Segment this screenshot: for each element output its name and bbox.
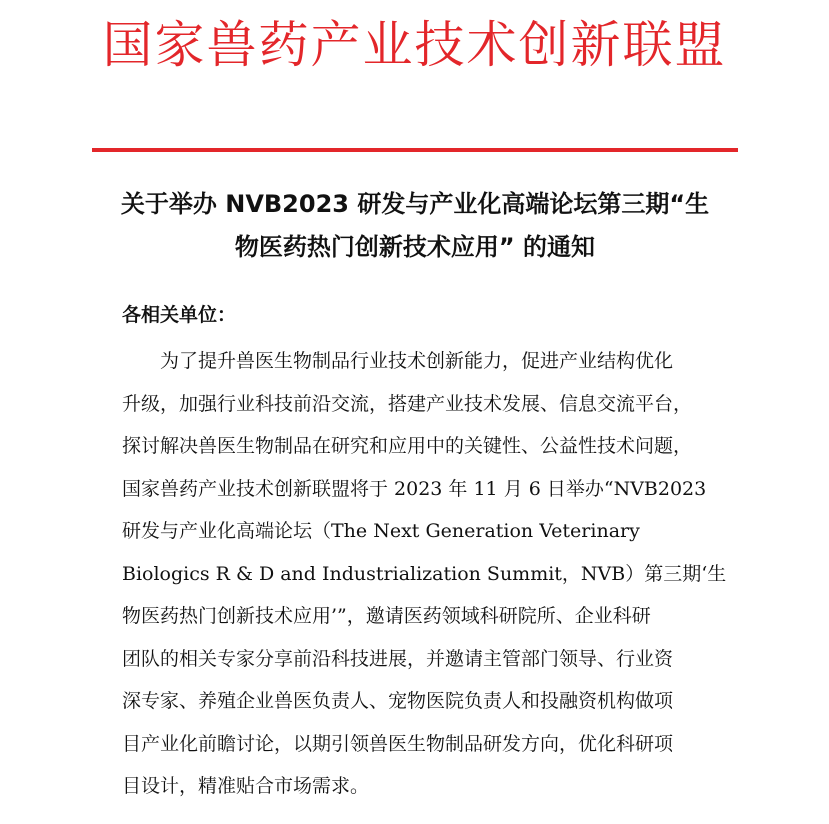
body-line: 目设计，精准贴合市场需求。 — [122, 775, 370, 797]
letterhead-red-rule — [92, 148, 738, 152]
body-line: 升级，加强行业科技前沿交流，搭建产业技术发展、信息交流平台， — [122, 392, 693, 415]
body-line: 研发与产业化高端论坛（The Next Generation Veterinary — [122, 520, 640, 542]
body-line: 探讨解决兽医生物制品在研究和应用中的关键性、公益性技术问题， — [122, 435, 693, 457]
letterhead-org-name: 国家兽药产业技术创新联盟 — [102, 16, 727, 74]
salutation: 各相关单位： — [122, 304, 237, 326]
notice-title — [100, 183, 730, 269]
body-line: Biologics R & D and Industrialization Summit，NVB）第三期‘生 — [122, 562, 727, 585]
notice-title-line-2: 物医药热门创新技术应用” 的通知 — [234, 233, 596, 261]
body-line: 深专家、养殖企业兽医负责人、宠物医院负责人和投融资机构做项 — [122, 690, 674, 712]
notice-body-paragraph — [122, 340, 727, 808]
body-line: 团队的相关专家分享前沿科技进展，并邀请主管部门领导、行业资 — [122, 647, 674, 670]
body-line: 为了提升兽医生物制品行业技术创新能力，促进产业结构优化 — [160, 350, 674, 372]
body-line: 国家兽药产业技术创新联盟将于 2023 年 11 月 6 日举办“NVB2023 — [122, 477, 707, 500]
body-line: 物医药热门创新技术应用’”，邀请医药领域科研院所、企业科研 — [122, 605, 651, 627]
notice-title-line-1: 关于举办 NVB2023 研发与产业化高端论坛第三期“生 — [120, 190, 710, 218]
body-line: 目产业化前瞻讨论，以期引领兽医生物制品研发方向，优化科研项 — [122, 732, 674, 755]
